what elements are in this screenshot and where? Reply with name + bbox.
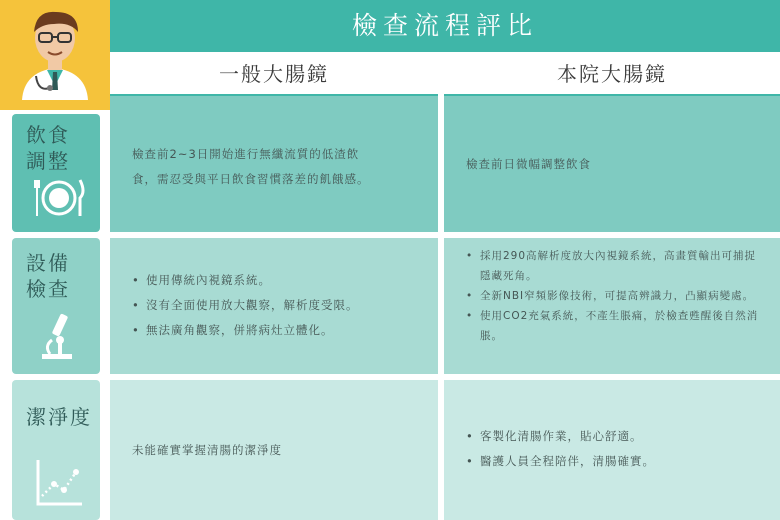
page-title: 檢查流程評比 <box>351 11 538 40</box>
plate-cutlery-icon <box>32 168 86 222</box>
row-label-diet <box>12 114 100 232</box>
cell-diet-general: 檢查前2~3日開始進行無纖流質的低渣飲 食，需忍受與平日飲食習慣落差的飢餓感。 <box>110 96 438 232</box>
list-item: • 使用CO2充氣系統，不產生脹痛，於檢查甦醒後自然消脹。 <box>466 306 760 346</box>
column-header-ours: 本院大腸鏡 <box>444 52 780 96</box>
column-header-general: 一般大腸鏡 <box>110 52 438 96</box>
microscope-icon <box>32 310 86 364</box>
row-label-cleanliness <box>12 380 100 520</box>
cell-cleanliness-general: 未能確實掌握清腸的潔淨度 <box>110 380 438 520</box>
row-label-text: 飲食 調整 <box>26 123 70 173</box>
cell-equipment-ours <box>444 238 780 374</box>
list-item: • 無法廣角觀察，併將病灶立體化。 <box>132 318 424 343</box>
list-item: • 沒有全面使用放大觀察，解析度受限。 <box>132 293 424 318</box>
cell-cleanliness-ours <box>444 380 780 520</box>
doctor-avatar <box>0 0 110 110</box>
doctor-avatar-corner <box>0 0 110 110</box>
list-item: • 醫護人員全程陪伴，清腸確實。 <box>466 449 766 474</box>
row-label-text: 潔淨度 <box>26 405 92 429</box>
cell-diet-ours: 檢查前日微幅調整飲食 <box>444 96 780 232</box>
list-item: • 全新NBI窄頻影像技術，可提高辨識力，凸顯病變處。 <box>466 286 760 306</box>
list-item: • 使用傳統內視鏡系統。 <box>132 268 424 293</box>
list-item: • 採用290高解析度放大內視鏡系統，高畫質輸出可捕捉隱藏死角。 <box>466 246 760 286</box>
row-label-equipment <box>12 238 100 374</box>
cell-equipment-general <box>110 238 438 374</box>
title-bar <box>110 0 780 52</box>
line-graph-icon <box>32 456 86 510</box>
row-label-text: 設備 檢查 <box>26 251 70 301</box>
list-item: • 客製化清腸作業，貼心舒適。 <box>466 424 766 449</box>
